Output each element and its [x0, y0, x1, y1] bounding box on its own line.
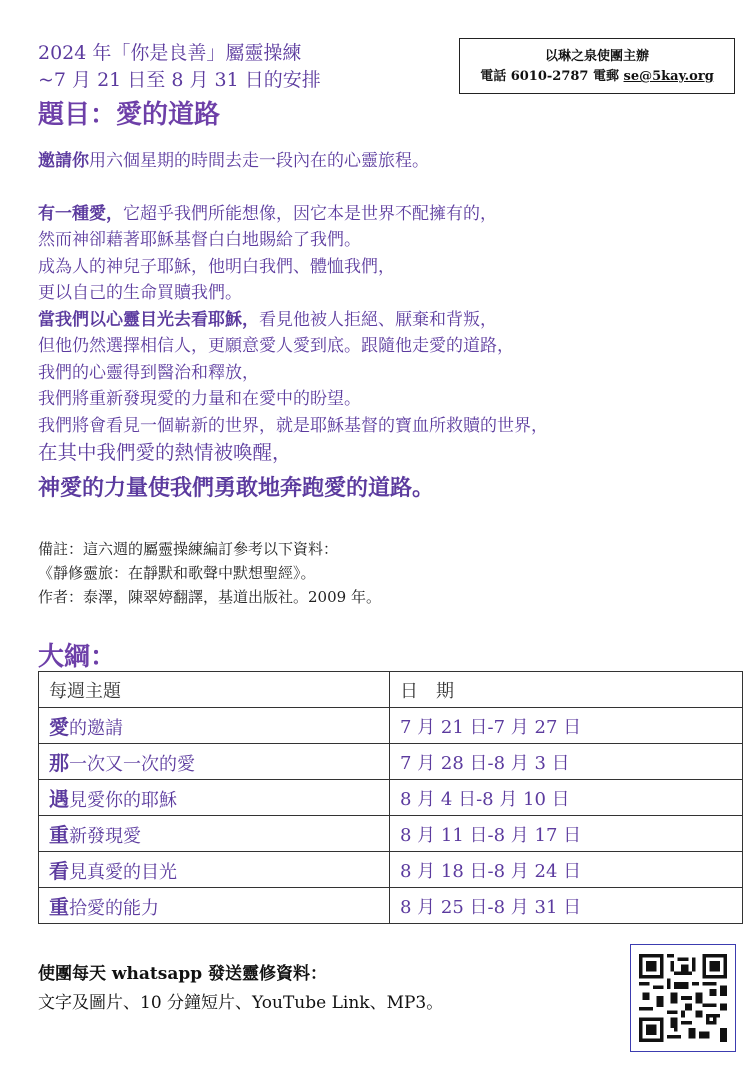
closing-line: 神愛的力量使我們勇敢地奔跑愛的道路。 — [38, 474, 435, 501]
table-row — [39, 888, 743, 924]
theme-first-char: 那 — [49, 751, 69, 775]
week-theme-cell — [39, 816, 390, 852]
line1-rest: 它超乎我們所能想像，因它本是世界不配擁有的， — [123, 203, 497, 224]
note-line: 備註：這六週的屬靈操練編訂參考以下資料： — [38, 540, 339, 558]
paragraph-line — [38, 307, 728, 334]
intro-rest: 用六個星期的時間去走一段內在的心靈旅程。 — [89, 151, 429, 171]
theme-first-char: 看 — [49, 859, 69, 883]
table-row — [39, 852, 743, 888]
week-theme-cell — [39, 852, 390, 888]
paragraph-line — [38, 201, 728, 228]
theme-first-char: 遇 — [49, 787, 69, 811]
paragraph-line: 我們將重新發現愛的力量和在愛中的盼望。 — [38, 389, 361, 409]
week-theme-cell — [39, 744, 390, 780]
note-line: 作者：泰澤，陳翠婷翻譯，基道出版社。2009 年。 — [38, 588, 381, 606]
title-line-2: ~7 月 21 日至 8 月 31 日的安排 — [38, 69, 321, 91]
line5-rest: 看見他被人拒絕、厭棄和背叛， — [259, 309, 497, 330]
paragraph-line: 更以自己的生命買贖我們。 — [38, 283, 242, 303]
footer-line-1: 使團每天 whatsapp 發送靈修資料： — [38, 964, 328, 984]
paragraph-line: 但他仍然選擇相信人，更願意愛人愛到底。跟隨他走愛的道路， — [38, 336, 514, 356]
paragraph-line: 然而神卻藉著耶穌基督白白地賜給了我們。 — [38, 230, 361, 250]
intro-line — [38, 148, 728, 175]
theme-rest: 見真愛的目光 — [69, 862, 177, 883]
paragraph-line: 成為人的神兒子耶穌，他明白我們、體恤我們， — [38, 256, 395, 277]
outline-table — [38, 671, 743, 924]
week-theme-cell — [39, 888, 390, 924]
paragraph-line: 在其中我們愛的熱情被喚醒， — [38, 441, 292, 464]
theme-rest: 見愛你的耶穌 — [69, 790, 177, 811]
week-date-cell: 8 月 18 日-8 月 24 日 — [390, 852, 743, 888]
organizer-box — [459, 38, 735, 94]
intro-bold: 邀請你 — [38, 151, 89, 171]
header-title — [38, 40, 321, 94]
line5-bold: 當我們以心靈目光去看耶穌， — [38, 309, 259, 330]
table-row — [39, 744, 743, 780]
paragraph-line: 我們的心靈得到醫治和釋放， — [38, 362, 259, 383]
topic-title: 題目：愛的道路 — [38, 100, 221, 130]
week-date-cell: 8 月 25 日-8 月 31 日 — [390, 888, 743, 924]
theme-rest: 的邀請 — [69, 718, 123, 739]
theme-rest: 新發現愛 — [69, 826, 141, 847]
theme-first-char: 愛 — [49, 715, 69, 739]
contact-line — [460, 67, 734, 87]
note-line: 《靜修靈旅：在靜默和歌聲中默想聖經》。 — [38, 564, 316, 582]
qr-code-image — [639, 953, 727, 1043]
theme-rest: 拾愛的能力 — [69, 898, 159, 919]
theme-first-char: 重 — [49, 823, 69, 847]
table-row — [39, 816, 743, 852]
outline-heading: 大綱： — [38, 642, 117, 672]
footer — [38, 960, 443, 1018]
table-header-row — [39, 672, 743, 708]
reference-notes — [38, 537, 381, 609]
week-theme-cell — [39, 708, 390, 744]
week-theme-cell — [39, 780, 390, 816]
email-link[interactable]: se@5kay.org — [623, 69, 714, 84]
week-date-cell: 7 月 28 日-8 月 3 日 — [390, 744, 743, 780]
contact-text: 電話 6010-2787 電郵 — [480, 69, 624, 84]
qr-code[interactable] — [630, 944, 736, 1052]
table-row — [39, 780, 743, 816]
col-date-header: 日 期 — [390, 672, 743, 708]
body-text — [38, 148, 728, 501]
organizer-name: 以琳之泉使團主辦 — [544, 49, 649, 64]
col-theme-header: 每週主題 — [39, 672, 390, 708]
paragraph-line: 我們將會看見一個嶄新的世界，就是耶穌基督的寶血所救贖的世界， — [38, 415, 548, 436]
theme-rest: 一次又一次的愛 — [69, 754, 195, 775]
week-date-cell: 7 月 21 日-7 月 27 日 — [390, 708, 743, 744]
footer-line-2: 文字及圖片、10 分鐘短片、YouTube Link、MP3。 — [38, 993, 444, 1013]
week-date-cell: 8 月 4 日-8 月 10 日 — [390, 780, 743, 816]
theme-first-char: 重 — [49, 895, 69, 919]
title-line-1: 2024 年「你是良善」屬靈操練 — [38, 42, 302, 64]
line1-bold: 有一種愛， — [38, 203, 123, 224]
table-row — [39, 708, 743, 744]
week-date-cell: 8 月 11 日-8 月 17 日 — [390, 816, 743, 852]
